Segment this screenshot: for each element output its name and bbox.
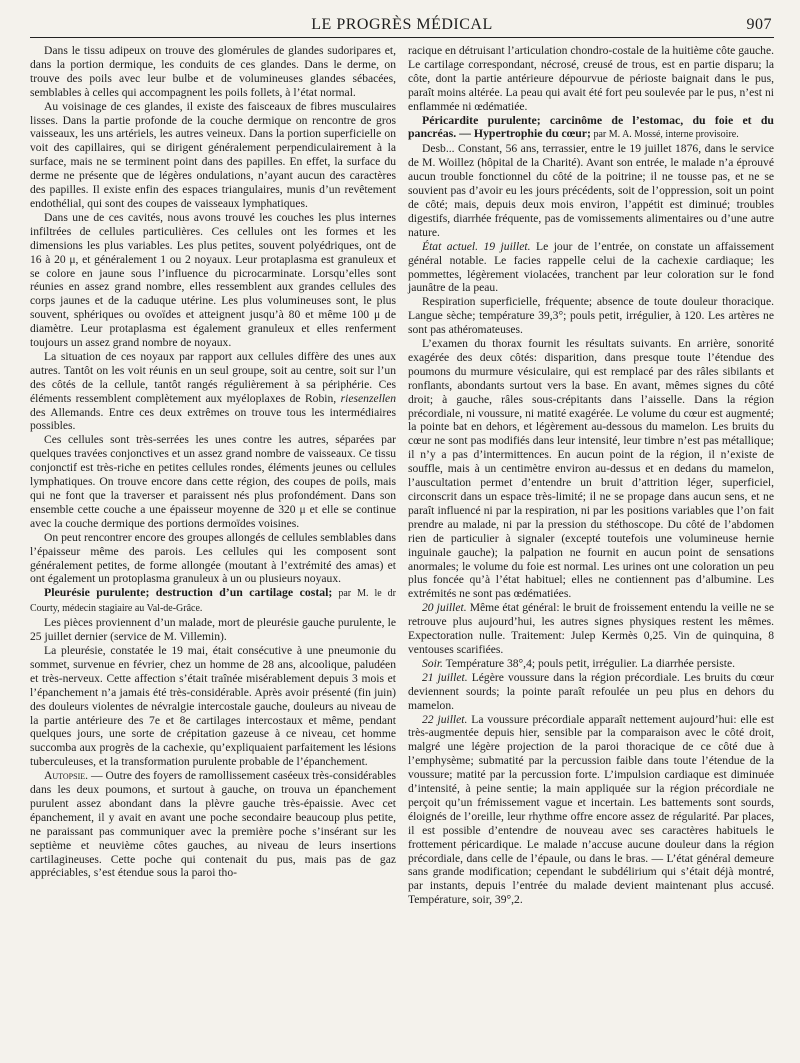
paragraph: Desb... Constant, 56 ans, terrassier, entre le 19 juillet 1876, dans le service de M. Woillez (hôpital de la Charité). Avant son entrée, le malade n’a éprouvé aucun trouble fonctionnel du côté de la poitrine; il ne tousse pas, et ne se souvient pas d’avoir eu les jours précédents, soit de l’oppression, soit un point de côté; mais, depuis deux mois environ, l’appétit est diminué; troubles digestifs, diarrhée fréquente, pas de vomissements alimentaires ou d’une autre nature. [408,142,774,239]
paragraph [408,671,774,713]
paragraph [408,713,774,908]
paragraph: Dans le tissu adipeux on trouve des glomérules de glandes sudoripares et, dans la portion dermique, les conduits de ces glandes. Dans le derme, on trouve des poils avec leur bulbe et de volumineuses glandes sébacées, semblables à celles qui accompagnent les poils follets, à l’état normal. [30,44,396,99]
paragraph: Au voisinage de ces glandes, il existe des faisceaux de fibres musculaires lisses. Dans la partie profonde de la couche dermique on rencontre de gros vaisseaux, les uns artériels, les autres veineux. Dans la portion superficielle on voit des capillaires, qui se dirigent généralement perpendiculairement à la surface, mais ne se terminent point dans des papilles. En effet, la surface du derme ne présente que de légères ondulations, n’ayant aucun des caractères des papilles. Il existe enfin des espaces triangulaires, munis d’un revêtement endothélial, qui sont des coupes de vaisseaux lymphatiques. [30,99,396,210]
section-byline: par M. A. Mossé, interne provisoire. [590,129,739,141]
paragraph: Dans une de ces cavités, nous avons trouvé les couches les plus internes infiltrées de cellules particulières. Ces cellules ont les formes et les dimensions les plus variables. Les plus petites, souvent polyédriques, ont de 16 à 20 μ, et généralement 1 ou 2 noyaux. Leur protaplasma est granuleux et se colore en jaune sous l’influence du picrocarminate. Lorsqu’elles sont réunies en assez grand nombre, elles ressemblent aux grandes cellules des corps jaunes et de la caduque utérine. Les plus volumineuses sont, le plus souvent, sphériques ou ovoïdes et atteignent jusqu’à 80 et même 100 μ de diamètre. Leur protaplasma est également granuleux et elles renferment toujours un assez grand nombre de noyaux. [30,210,396,350]
paragraph [408,601,774,657]
paragraph [408,240,774,296]
paragraph: La pleurésie, constatée le 19 mai, était consécutive à une pneumonie du sommet, survenue en février, chez un homme de 28 ans, alcoolique, paludéen et très-nerveux. Cette affection s’était traînée misérablement depuis 3 mois et l’épanchement n’a jamais été très-considérable. Après avoir présenté (fin juin) des douleurs violentes de névralgie intercostale gauche, douleurs au niveau de la partie antérieure des 7e et 8e cartilages intercostaux et même, pendant quelques jours, une sorte de crépitation gazeuse à ce niveau, cet homme succomba aux progrès de la cachexie, qu’expliquaient parfaitement les lésions tuberculeuses, et la transformation purulente probable de l’épanchement. [30,643,396,769]
date-label: 22 juillet. [422,712,468,726]
paragraph-text: Légère voussure dans la région précordiale. Les bruits du cœur deviennent sourds; la pointe paraît refoulée un peu plus en dehors du mamelon. [408,670,774,712]
date-label: Soir. [422,656,443,670]
paragraph-text: La voussure précordiale apparaît nettement aujourd’hui: elle est très-augmentée depuis hier, sensible par la comparaison avec le côté droit, malgré une légère projection de la paroi thoracique de ce côté due à l’emphysème; submatité par la percussion faible dans toute l’étendue de la voussure; matité par la percussion forte. L’impulsion cardiaque est diminuée d’intensité, à peine sentie; la main appliquée sur la région précordiale ne perçoit qu’un frémissement vague et incertain. Les battements sont sourds, éloignés de l’oreille, leur rhythme offre encore assez de régularité. Par places, il est possible d’entendre de nouveau avec ses caractères habituels le frottement péricardique. Le malade n’accuse aucune douleur dans la région précordiale, dans celle de l’épaule, ou dans le bras. — L’état général demeure sans grande modification; cependant le subdélirium qui s’était déjà montré, par instants, depuis l’entrée du malade devient maintenant plus accusé. Température, soir, 39°,2. [408,712,774,907]
section-heading [30,586,396,616]
paragraph-text: des Allemands. Entre ces deux extrêmes on trouve tous les intermédiaires possibles. [30,405,396,433]
date-label: État actuel. 19 juillet. [422,239,531,253]
journal-title: LE PROGRÈS MÉDICAL [311,16,493,33]
autopsy-label: Autopsie. [44,769,89,783]
paragraph-text: Même état général: le bruit de froissement entendu la veille ne se retrouve plus aujourd’hui, les autres signes physiques restent les mêmes. Expectoration nulle. Traitement: Julep Kermès 0,25. Vin de quinquina, 8 ventouses scarifiées. [408,601,774,656]
date-label: 20 juillet. [422,601,467,615]
date-label: 21 juillet. [422,670,468,684]
paragraph-text: La situation de ces noyaux par rapport aux cellules diffère des unes aux autres. Tantôt on les voit réunis en un seul groupe, soit au centre, soit sur l’un des côtés de la cellule, tantôt rangés régulièrement à sa périphérie. Ces éléments ressemblent complètement aux myéloplaxes de Robin, [30,349,396,405]
paragraph [30,350,396,433]
section-heading [408,114,774,143]
paragraph: racique en détruisant l’articulation chondro-costale de la huitième côte gauche. Le cartilage correspondant, nécrosé, creusé de trous, est en partie disparu; la côte, dont la partie antérieure dépourvue de périoste baignait dans le pus, paraît moins altérée. La peau qui avait été fort peu soulevée par le pus, n’est ni enflammée ni œdématiée. [408,44,774,113]
paragraph-text: — Outre des foyers de ramollissement caséeux très-considérables dans les deux poumons, et surtout à gauche, on trouva un épanchement purulent assez abondant dans la plèvre gauche très-épaissie. Avec cet épanchement, il y avait en avant une poche secondaire beaucoup plus petite, ne paraissant pas communiquer avec la première poche s’insérant sur les septième et neuvième côtes gauches, au niveau de leurs insertions cartilagineuses. Cette poche qui contenait du pus, mais pas de gaz appréciables, s’est étendue sous la paroi tho- [30,769,396,880]
section-byline: par M. le dr Courty, médecin stagiaire au Val-de-Grâce. [30,588,396,615]
left-column [30,44,396,907]
paragraph-text: Le jour de l’entrée, on constate un affaissement général notable. Le facies rappelle celui de la cachexie cardiaque; les pommettes, légèrement violacées, tranchent par leur coloration sur le fond jaunâtre de la peau. [408,239,774,295]
section-title: Péricardite purulente; carcinôme de l’estomac, du foie et du pancréas. — Hypertrophie du cœur; [408,112,774,141]
paragraph: Ces cellules sont très-serrées les unes contre les autres, séparées par quelques travées conjonctives et un assez grand nombre de vaisseaux. Ce tissu conjonctif est très-riche en petites cellules rondes, éléments jeunes ou cellules lymphatiques. On trouve encore dans cette région, des coupes de poils, mais qui ne font que la traverser et paraissent nés plus profondément. Dans son ensemble cette couche a une épaisseur moyenne de 320 μ et elle se continue avec la couche dermique des portions dermoïdes voisines. [30,433,396,530]
italic-term: riesenzellen [340,391,396,405]
paragraph: On peut rencontrer encore des groupes allongés de cellules semblables dans l’épaisseur même des parois. Les cellules qui les composent sont généralement petites, de forme allongée (moutant à l’extrémité des amas) et ont également un protoplasma granuleux à un ou plusieurs noyaux. [30,530,396,586]
text-columns [30,44,774,907]
paragraph: L’examen du thorax fournit les résultats suivants. En arrière, sonorité exagérée des deux côtés: disparition, dans presque toute l’étendue des poumons du murmure vésiculaire, qui est remplacé par des râles sibilants et ronflants, abondants surtout vers la base. En avant, mêmes signes du côté droit; à gauche, râles sous-crépitants dans l’aisselle. Dans la région précordiale, ni voussure, ni matité exagérée. Le volume du cœur est augmenté; la pointe bat en dehors, et légèrement au-dessous du mamelon. Les bruits du cœur ne sont pas modifiés dans leur intensité, leur timbre n’est pas métallique; il n’y a pas d’intermittences. En aucun point de la région, il n’existe de souffle, mais à un centimètre environ au-dessus et en dedans du mamelon, l’auscultation permet d’entendre un bruit d’attrition léger, superficiel, circonscrit dans un espace très-limité; il ne se propage dans aucun sens, et ne paraît influencé ni par la respiration, ni par les positions variables que l’on fait prendre au malade, ni par la pression du stéthoscope. Du côté de l’abdomen rien de particulier à signaler (excepté toutefois une volumineuse hernie inguinale gauche); la palpation ne fournit en aucun point de sensations anormales; le volume du foie est normal. Les urines ont une coloration un peu plus foncée qu’à l’état habituel; elles ne contiennent pas d’albumine. Les extrémités ne sont pas œdématiées. [408,337,774,601]
right-column [408,44,774,907]
section-title: Pleurésie purulente; destruction d’un cartilage costal; [44,585,333,600]
paragraph [408,657,774,671]
paragraph: Respiration superficielle, fréquente; absence de toute douleur thoracique. Langue sèche; température 39,3°; pouls petit, irrégulier, à 120. Les artères ne sont pas athéromateuses. [408,295,774,337]
paragraph [30,769,396,880]
page-number: 907 [746,16,772,33]
paragraph: Les pièces proviennent d’un malade, mort de pleurésie gauche purulente, le 25 juillet dernier (service de M. Villemin). [30,616,396,644]
running-header [30,16,774,38]
paragraph-text: Température 38°,4; pouls petit, irrégulier. La diarrhée persiste. [442,656,736,670]
